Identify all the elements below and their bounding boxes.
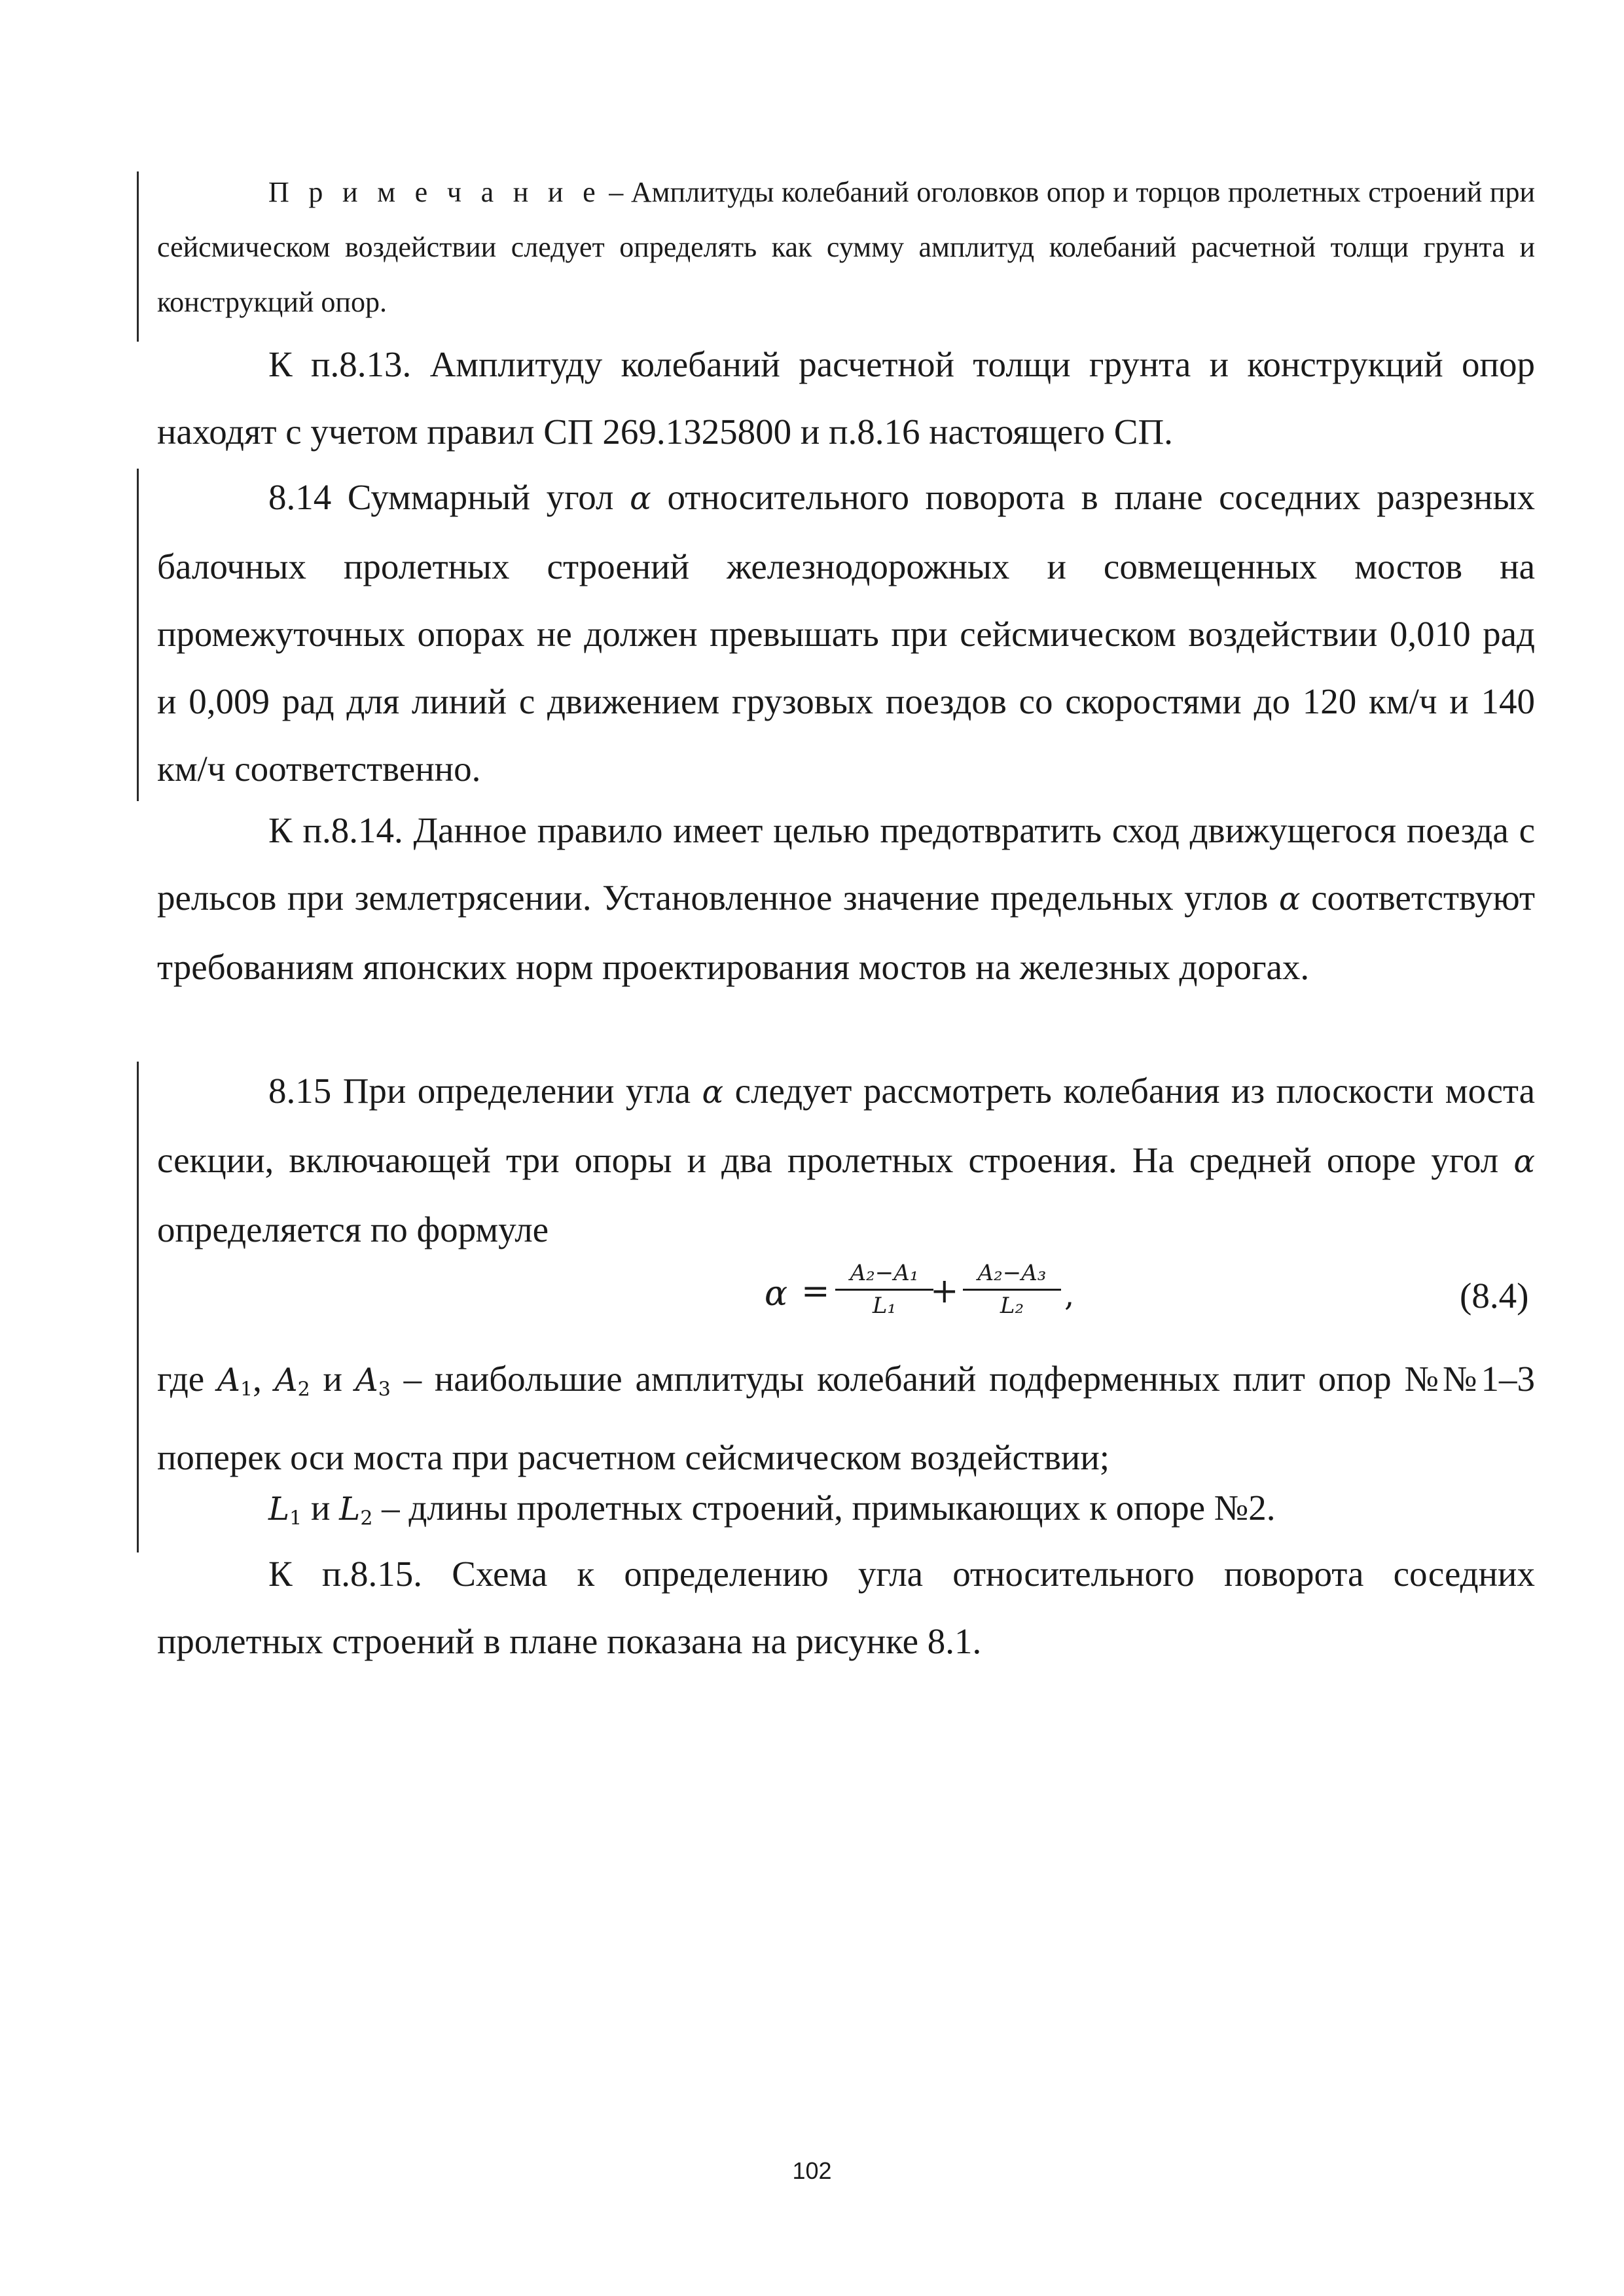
symbol-a1-letter: A bbox=[217, 1362, 240, 1399]
commentary-8-13 bbox=[157, 331, 1535, 465]
note-paragraph bbox=[157, 165, 1535, 330]
l-and: и bbox=[302, 1488, 340, 1528]
clause-8-14-text-a: 8.14 Суммарный угол bbox=[268, 477, 630, 517]
note-label: П р и м е ч а н и е bbox=[268, 176, 602, 208]
symbol-a3-index: 3 bbox=[378, 1378, 391, 1401]
where-separator: , bbox=[253, 1359, 275, 1399]
l-text: – длины пролетных строений, примыкающих к опоре №2. bbox=[372, 1488, 1276, 1528]
symbol-a2-index: 2 bbox=[297, 1378, 310, 1401]
fraction-1-numerator: A₂−A₁ bbox=[850, 1260, 919, 1286]
clause-8-15-text-c: определяется по формуле bbox=[157, 1210, 549, 1249]
where-text: – наибольшие амплитуды колебаний подферменных плит опор №№1–3 поперек оси моста при расчетном сейсмическом воздействии; bbox=[157, 1359, 1536, 1477]
symbol-l1 bbox=[268, 1491, 302, 1528]
commentary-8-13-text: К п.8.13. Амплитуду колебаний расчетной толщи грунта и конструкций опор находят с учетом правил СП 269.1325800 и п.8.16 настоящего СП. bbox=[157, 344, 1535, 452]
symbol-l2-index: 2 bbox=[360, 1507, 373, 1530]
change-bar-8-15 bbox=[137, 1062, 139, 1552]
formula-lhs: α bbox=[765, 1274, 788, 1314]
formula-comma: , bbox=[1064, 1277, 1075, 1314]
symbol-a1 bbox=[217, 1362, 253, 1399]
commentary-8-14-text-a: К п.8.14. Данное правило имеет целью предотвратить сход движущегося поезда с рельсов при землетрясении. Установленное значение предельных углов bbox=[157, 810, 1535, 918]
where-and: и bbox=[310, 1359, 355, 1399]
symbol-l1-index: 1 bbox=[289, 1507, 302, 1530]
change-bar-8-14 bbox=[137, 469, 139, 801]
symbol-a2-letter: A bbox=[274, 1362, 298, 1399]
formula-explanation-a bbox=[157, 1345, 1535, 1491]
commentary-8-14 bbox=[157, 797, 1535, 1001]
formula-equals: = bbox=[801, 1272, 830, 1311]
clause-8-14 bbox=[157, 463, 1535, 802]
commentary-8-15-text: К п.8.15. Схема к определению угла относительного поворота соседних пролетных строений в плане показана на рисунке 8.1. bbox=[157, 1554, 1535, 1661]
note-text: – Амплитуды колебаний оголовков опор и торцов пролетных строений при сейсмическом воздействии следует определять как сумму амплитуд колебаний расчетной толщи грунта и конструкций опор. bbox=[157, 176, 1535, 318]
symbol-l2-letter: L bbox=[339, 1491, 361, 1528]
fraction-1-denominator: L₁ bbox=[872, 1293, 897, 1319]
fraction-2-bar bbox=[963, 1289, 1061, 1291]
fraction-2-numerator: A₂−A₃ bbox=[977, 1260, 1047, 1286]
where-word: где bbox=[157, 1359, 218, 1399]
alpha-symbol: α bbox=[630, 480, 651, 517]
page-number: 102 bbox=[792, 2157, 832, 2184]
alpha-symbol: α bbox=[702, 1074, 724, 1111]
fraction-2-denominator: L₂ bbox=[1000, 1293, 1024, 1319]
alpha-symbol: α bbox=[1278, 881, 1301, 918]
symbol-a3 bbox=[355, 1362, 391, 1399]
symbol-a1-index: 1 bbox=[240, 1378, 253, 1401]
clause-8-15-text-b: следует рассмотреть колебания из плоскости моста секции, включающей три опоры и два пролетных строения. На средней опоре угол bbox=[157, 1071, 1535, 1180]
symbol-a3-letter: A bbox=[355, 1362, 378, 1399]
commentary-8-15 bbox=[157, 1540, 1535, 1675]
symbol-l2 bbox=[339, 1491, 372, 1528]
symbol-a2 bbox=[275, 1362, 310, 1399]
alpha-symbol: α bbox=[1513, 1143, 1535, 1180]
commentary-8-14-text-b: соответствуют требованиям японских норм проектирования мостов на железных дорогах. bbox=[157, 878, 1535, 987]
formula-plus: + bbox=[930, 1272, 959, 1311]
symbol-l1-letter: L bbox=[268, 1491, 290, 1528]
fraction-1-bar bbox=[835, 1289, 933, 1291]
clause-8-14-text-b: относительного поворота в плане соседних разрезных балочных пролетных строений железнодорожных и совмещенных мостов на промежуточных опорах не должен превышать при сейсмическом воздействии 0,010 рад и 0,009 рад для линий с движением грузовых поездов со скоростями до 120 км/ч и 140 км/ч соответственно. bbox=[157, 477, 1535, 789]
clause-8-15 bbox=[157, 1057, 1535, 1263]
equation-number: (8.4) bbox=[1460, 1276, 1529, 1316]
clause-8-15-text-a: 8.15 При определении угла bbox=[268, 1071, 702, 1111]
change-bar-note bbox=[137, 171, 139, 342]
